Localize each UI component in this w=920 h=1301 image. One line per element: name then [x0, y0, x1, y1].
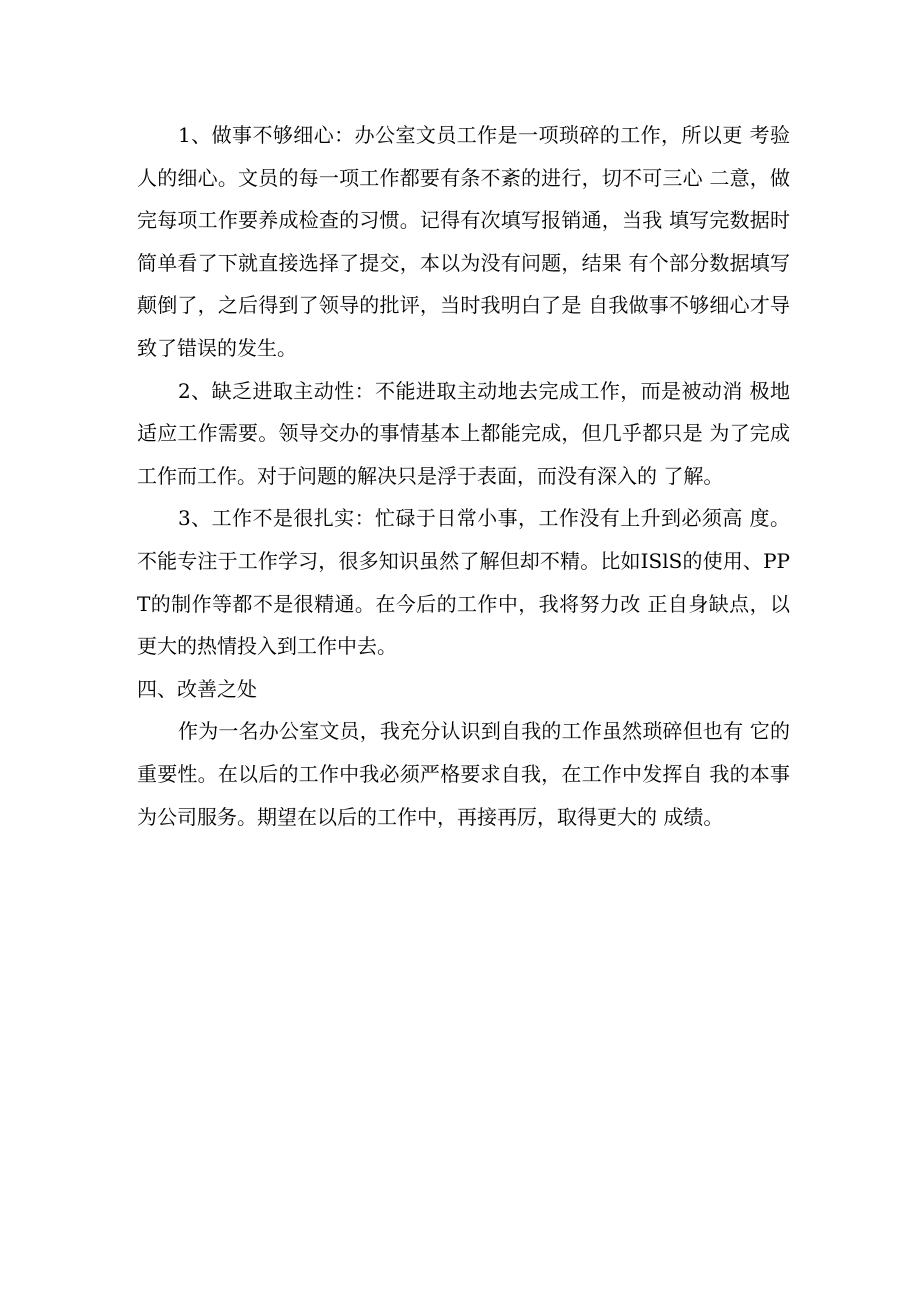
- paragraph-weakness-2: 2、缺乏进取主动性：不能进取主动地去完成工作，而是被动消 极地适应工作需要。领导交办的事情基本上都能完成，但几乎都只是 为了完成工作而工作。对于问题的解决只是浮于表面，而没有深入的 了解。: [137, 378, 790, 488]
- paragraph-weakness-1: 1、做事不够细心：办公室文员工作是一项琐碎的工作，所以更 考验人的细心。文员的每一项工作都要有条不紊的进行，切不可三心 二意，做完每项工作要养成检查的习惯。记得有次填写报销通，当我 填写完数据时简单看了下就直接选择了提交，本以为没有问题，结果 有个部分数据填写颠倒了，之后得到了领导的批评，当时我明白了是 自我做事不够细心才导致了错误的发生。: [137, 123, 790, 360]
- paragraph-closing: 作为一名办公室文员，我充分认识到自我的工作虽然琐碎但也有 它的重要性。在以后的工作中我必须严格要求自我，在工作中发挥自 我的本事为公司服务。期望在以后的工作中，再接再厉，取得更大的 成绩。: [137, 719, 790, 829]
- section-heading: 四、改善之处: [137, 676, 257, 701]
- paragraph-weakness-3: 3、工作不是很扎实：忙碌于日常小事，工作没有上升到必须高 度。不能专注于工作学习，很多知识虽然了解但却不精。比如ISlS的使用、PPT的制作等都不是很精通。在今后的工作中，我将努力改 正自身缺点，以更大的热情投入到工作中去。: [137, 506, 790, 659]
- document-body: [137, 114, 790, 838]
